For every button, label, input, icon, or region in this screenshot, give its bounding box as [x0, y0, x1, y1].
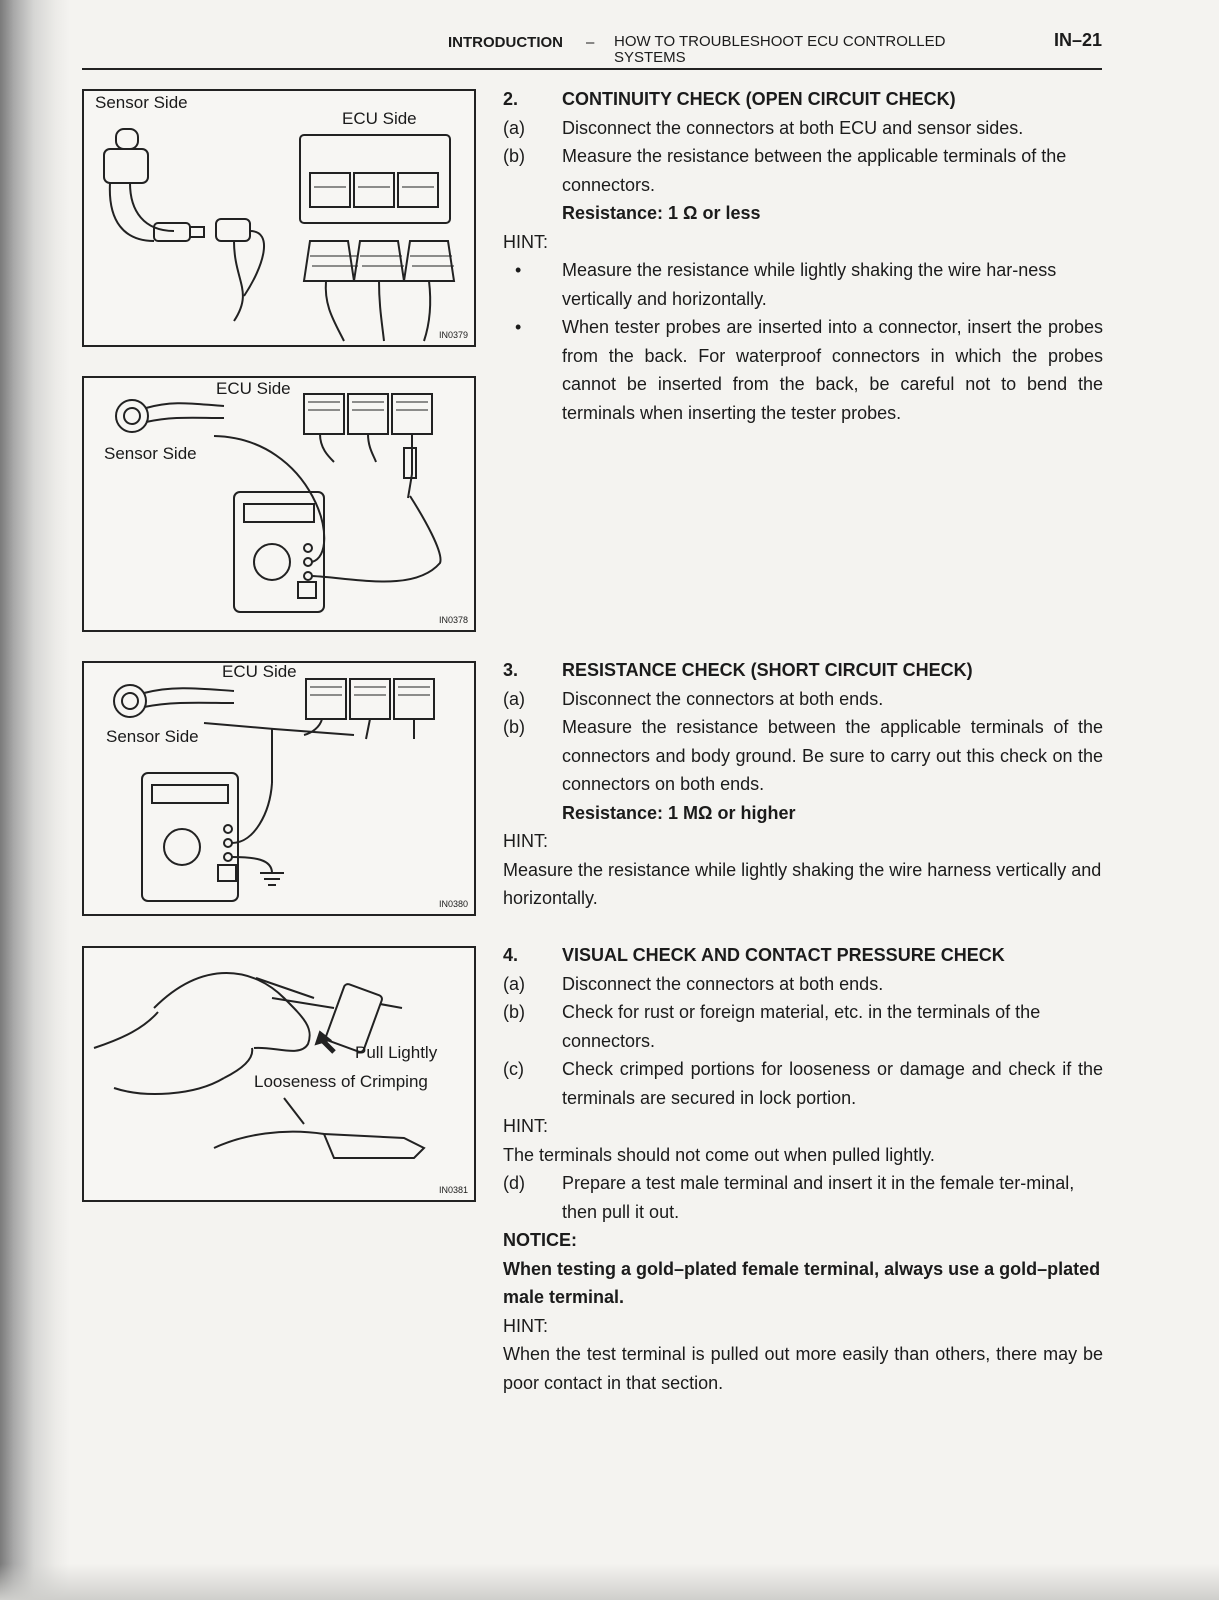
- step-marker: (a): [503, 973, 525, 994]
- ecu-side-label: ECU Side: [222, 662, 297, 681]
- figure-continuity-connectors: [82, 89, 476, 347]
- step-b: Check for rust or foreign material, etc. in the terminals of the connectors.: [562, 1002, 1041, 1051]
- section-resistance-check: [503, 656, 1103, 913]
- page-number: IN–21: [1053, 30, 1102, 50]
- hint-label: HINT:: [503, 231, 548, 252]
- figure-pull-terminal: [82, 946, 476, 1202]
- notice-text: When testing a gold–plated female terminal, always use a gold–plated male terminal.: [503, 1258, 1101, 1307]
- step-b: Measure the resistance between the applicable terminals of the connectors.: [562, 146, 1067, 195]
- ecu-side-label: ECU Side: [216, 379, 291, 398]
- step-a: Disconnect the connectors at both ends.: [562, 973, 884, 994]
- crimping-label: Looseness of Crimping: [254, 1072, 428, 1091]
- step-marker: (c): [503, 1059, 524, 1079]
- step-marker: (a): [503, 117, 525, 138]
- step-marker: (d): [503, 1173, 525, 1193]
- bullet: •: [515, 317, 522, 337]
- hint-label: HINT:: [503, 831, 548, 851]
- step-d: Prepare a test male terminal and insert it in the female ter-minal, then pull it out.: [562, 1173, 1075, 1222]
- hint-bullet-2: When tester probes are inserted into a connector, insert the probes from the back. For waterproof connectors in which the probes cannot be inserted from the back, be careful not to bend the terminals when inserting the tester probes.: [562, 317, 1103, 423]
- step-c: Check crimped portions for looseness or damage and check if the terminals are secured in lock portion.: [562, 1059, 1103, 1108]
- figure-code: IN0381: [438, 1185, 468, 1195]
- step-marker: (b): [503, 146, 525, 166]
- section-visual-check: [503, 941, 1103, 1397]
- sensor-side-label: Sensor Side: [106, 727, 199, 746]
- step-a: Disconnect the connectors at both ECU and sensor sides.: [562, 117, 1024, 138]
- step-marker: (a): [503, 688, 525, 709]
- figure-code: IN0379: [438, 330, 468, 340]
- hint-text: Measure the resistance while lightly shaking the wire harness vertically and horizontally.: [503, 859, 1102, 908]
- book-spine-shadow: [0, 0, 70, 1600]
- figure-short-circuit-tester: [82, 661, 476, 916]
- resistance-spec: Resistance: 1 MΩ or higher: [562, 802, 796, 823]
- section-title: RESISTANCE CHECK (SHORT CIRCUIT CHECK): [562, 660, 973, 680]
- step-b: Measure the resistance between the applicable terminals of the connectors and body ground. Be sure to carry out this check on the connectors on both ends.: [562, 717, 1103, 794]
- ecu-side-label: ECU Side: [342, 109, 417, 128]
- connector-illustration: [84, 91, 474, 345]
- figure-continuity-tester: [82, 376, 476, 632]
- page-header: [82, 30, 1102, 70]
- section-number: 2.: [503, 89, 519, 109]
- step-a: Disconnect the connectors at both ends.: [562, 688, 884, 709]
- step-marker: (b): [503, 1002, 525, 1022]
- notice-label: NOTICE:: [503, 1230, 577, 1250]
- section-number: 3.: [503, 660, 519, 680]
- sensor-side-label: Sensor Side: [104, 444, 197, 463]
- hint-label: HINT:: [503, 1116, 548, 1136]
- page-bottom-shadow: [0, 1564, 1219, 1600]
- figure-code: IN0378: [438, 615, 468, 625]
- hint-label: HINT:: [503, 1315, 548, 1336]
- header-rule: [82, 68, 1102, 70]
- section-title: CONTINUITY CHECK (OPEN CIRCUIT CHECK): [562, 89, 956, 109]
- hint-bullet-1: Measure the resistance while lightly shaking the wire har-ness vertically and horizontally.: [562, 260, 1057, 309]
- resistance-spec: Resistance: 1 Ω or less: [562, 203, 761, 223]
- bullet: •: [515, 260, 522, 280]
- header-title: HOW TO TROUBLESHOOT ECU CONTROLLED SYSTEMS: [614, 33, 946, 66]
- pull-lightly-label: Pull Lightly: [355, 1043, 438, 1062]
- hint-text: When the test terminal is pulled out more easily than others, there may be poor contact in that section.: [503, 1344, 1103, 1393]
- section-continuity-check: [503, 85, 1103, 427]
- section-title: VISUAL CHECK AND CONTACT PRESSURE CHECK: [562, 945, 1005, 965]
- short-circuit-illustration: [84, 663, 474, 914]
- figure-code: IN0380: [438, 899, 468, 909]
- hint-text: The terminals should not come out when pulled lightly.: [503, 1144, 935, 1165]
- sensor-side-label: Sensor Side: [95, 93, 188, 112]
- step-marker: (b): [503, 717, 525, 737]
- tester-illustration: [84, 378, 474, 630]
- header-dash: –: [586, 34, 595, 51]
- section-number: 4.: [503, 945, 519, 965]
- header-section: INTRODUCTION: [448, 34, 563, 51]
